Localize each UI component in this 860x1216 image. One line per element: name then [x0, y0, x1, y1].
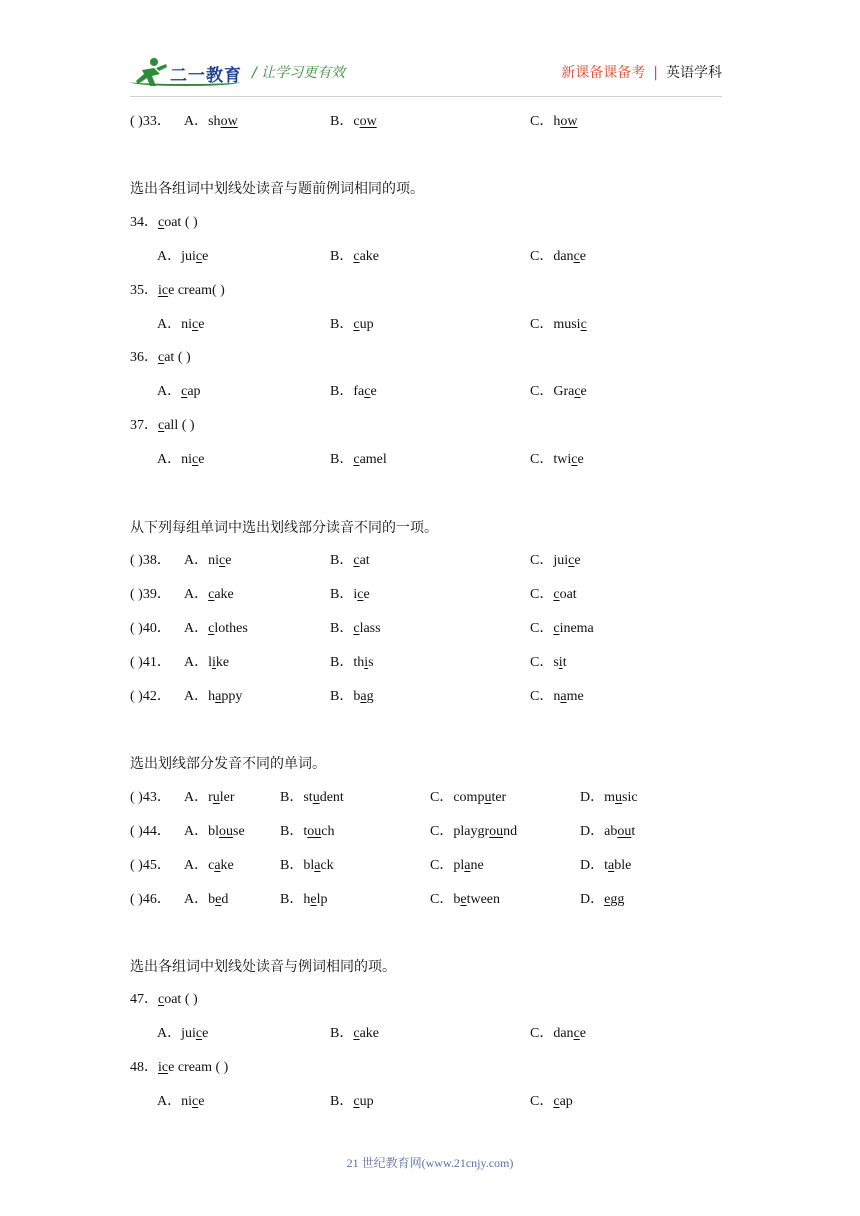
question-37-options: A．nice B．camel C．twice	[157, 452, 584, 467]
question-45: ( )45． A．cake B．black C．plane D．table	[130, 858, 632, 873]
question-44: ( )44． A．blouse B．touch C．playground D．about	[130, 824, 636, 839]
question-number: ( )33．	[130, 114, 171, 129]
option-c: C．how	[530, 114, 578, 129]
header-subject	[561, 62, 722, 82]
question-35-options: A．nice B．cup C．music	[157, 317, 587, 332]
question-46: ( )46． A．bed B．help C．between D．egg	[130, 892, 625, 907]
slogan: / 让学习更有效	[252, 65, 346, 81]
section-instruction: 选出各组词中划线处读音与题前例词相同的项。	[130, 181, 424, 197]
question-40: ( )40． A．clothes B．class C．cinema	[130, 621, 594, 636]
question-48-options: A．nice B．cup C．cap	[157, 1094, 573, 1109]
option-a: A．show	[184, 114, 238, 129]
question-48-stem: 48．ice cream ( )	[130, 1060, 229, 1075]
section-instruction: 选出各组词中划线处读音与例词相同的项。	[130, 959, 396, 975]
question-36-options: A．cap B．face C．Grace	[157, 384, 587, 399]
section-instruction: 从下列每组单词中选出划线部分读音不同的一项。	[130, 520, 438, 536]
header-course-label: 新课备课备考	[561, 65, 646, 81]
question-33	[0, 111, 860, 133]
question-42: ( )42． A．happy B．bag C．name	[130, 689, 584, 704]
question-37-stem: 37．call ( )	[130, 418, 195, 433]
question-47-stem: 47．coat ( )	[130, 992, 198, 1007]
question-43: ( )43． A．ruler B．student C．computer D．music	[130, 790, 638, 805]
header-separator: |	[653, 65, 658, 81]
question-36-stem: 36．cat ( )	[130, 350, 191, 365]
page-header	[0, 0, 860, 100]
question-35-stem: 35．ice cream( )	[130, 283, 225, 298]
question-38: ( )38． A．nice B．cat C．juice	[130, 553, 581, 568]
option-b: B．cow	[330, 114, 377, 129]
question-39: ( )39． A．cake B．ice C．coat	[130, 587, 577, 602]
question-41: ( )41． A．like B．this C．sit	[130, 655, 567, 670]
question-34-options: A．juice B．cake C．dance	[157, 249, 586, 264]
header-subject-label: 英语学科	[666, 65, 722, 81]
logo-swoosh	[130, 78, 240, 86]
page-footer: 21 世纪教育网(www.21cnjy.com)	[346, 1156, 514, 1170]
question-34-stem: 34．coat ( )	[130, 215, 198, 230]
header-divider	[130, 96, 722, 97]
logo-text: 二一教育	[170, 66, 242, 86]
question-47-options: A．juice B．cake C．dance	[157, 1026, 586, 1041]
section-instruction: 选出划线部分发音不同的单词。	[130, 756, 326, 772]
